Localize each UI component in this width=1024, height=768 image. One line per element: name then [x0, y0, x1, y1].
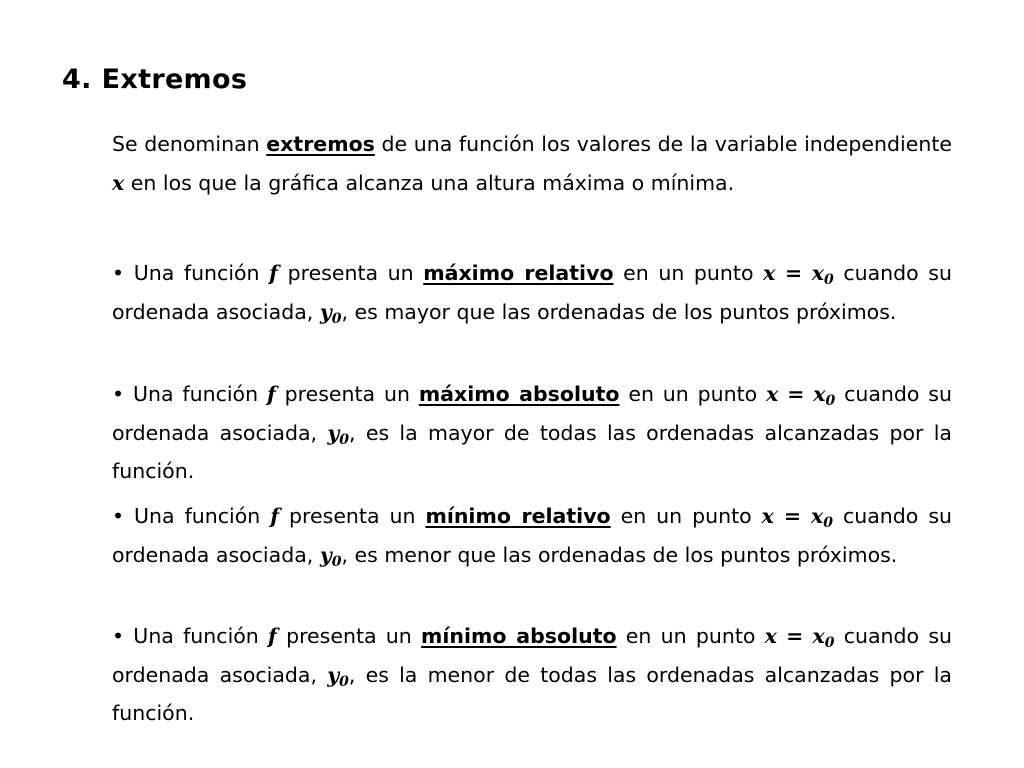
subscript-zero: 0 [823, 515, 834, 531]
variable-f: f [270, 504, 280, 528]
bullet-text: , es la mayor de todas las ordenadas alcanzadas por la función. [112, 420, 952, 483]
variable-x0: x [812, 624, 825, 648]
subscript-zero: 0 [825, 393, 836, 409]
variable-y0: y [319, 542, 332, 567]
variable-x: x [764, 624, 777, 648]
variable-f: f [266, 382, 276, 406]
bullet-text: en un punto [619, 382, 767, 406]
bullet-maximo-absoluto [112, 375, 952, 491]
bullet-text: , es menor que las ordenadas de los puntos próximos. [341, 542, 898, 567]
subscript-zero: 0 [823, 272, 834, 288]
bullet-text: en un punto [616, 624, 765, 648]
title-number: 4. [62, 64, 92, 95]
variable-f: f [268, 624, 277, 648]
bullet-text: presenta un [276, 624, 421, 648]
keyword-minimo-relativo: mínimo relativo [425, 504, 611, 528]
subscript-zero: 0 [339, 673, 349, 690]
variable-y0: y [319, 299, 332, 324]
bullet-text: presenta un [275, 382, 419, 406]
equals-sign: = [783, 504, 802, 528]
bullet-text: • Una función [112, 624, 269, 648]
variable-x: x [761, 504, 774, 528]
keyword-minimo-absoluto: mínimo absoluto [420, 624, 617, 648]
subscript-zero: 0 [331, 553, 342, 570]
bullet-minimo-absoluto [112, 617, 952, 733]
equals-sign: = [787, 382, 805, 406]
bullet-text: en un punto [610, 504, 762, 528]
variable-x: x [112, 170, 125, 195]
intro-text: en los que la gráfica alcanza una altura máxima o mínima. [124, 170, 735, 195]
bullet-text: presenta un [277, 261, 424, 285]
variable-x: x [766, 382, 779, 406]
keyword-maximo-relativo: máximo relativo [423, 261, 614, 285]
variable-y0: y [327, 420, 340, 445]
bullet-text: • Una función [112, 382, 267, 406]
keyword-extremos: extremos [266, 132, 375, 156]
intro-text: de una función los valores de la variable independiente [374, 132, 953, 156]
equals-sign: = [786, 624, 804, 648]
subscript-zero: 0 [824, 635, 835, 651]
bullet-text: cuando su ordenada asociada, [112, 504, 952, 567]
bullet-minimo-relativo [112, 497, 952, 574]
bullet-text: • Una función [112, 504, 271, 528]
title-text: Extremos [101, 64, 248, 95]
variable-f: f [269, 261, 278, 285]
keyword-maximo-absoluto: máximo absoluto [418, 382, 620, 406]
bullet-text: , es mayor que las ordenadas de los puntos próximos. [341, 299, 897, 324]
bullet-text: cuando su ordenada asociada, [112, 261, 952, 324]
variable-x0: x [813, 382, 826, 406]
bullet-text: en un punto [613, 261, 764, 285]
equals-sign: = [784, 261, 803, 285]
bullet-text: • Una función [112, 261, 270, 285]
subscript-zero: 0 [339, 431, 350, 448]
bullet-text: presenta un [279, 504, 426, 528]
bullet-text: , es la menor de todas las ordenadas alcanzadas por la función. [112, 662, 952, 725]
bullet-text: cuando su ordenada asociada, [112, 382, 952, 445]
variable-x: x [763, 261, 776, 285]
intro-paragraph [112, 125, 952, 202]
slide-title [62, 64, 247, 95]
variable-x0: x [811, 261, 824, 285]
variable-y0: y [327, 662, 340, 687]
intro-text: Se denominan [112, 132, 267, 156]
subscript-zero: 0 [331, 310, 342, 327]
bullet-maximo-relativo [112, 254, 952, 331]
bullet-text: cuando su ordenada asociada, [112, 624, 952, 687]
variable-x0: x [811, 504, 824, 528]
